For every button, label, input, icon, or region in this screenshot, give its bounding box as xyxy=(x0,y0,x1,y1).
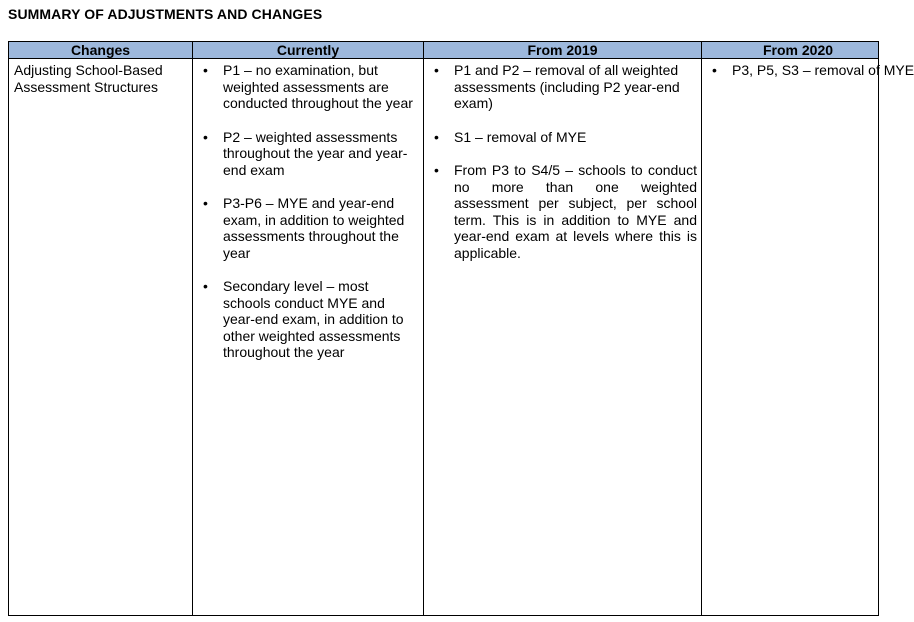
list-item: • S1 – removal of MYE xyxy=(429,129,697,146)
from-2020-cell xyxy=(702,59,914,616)
list-item: • P3, P5, S3 – removal of MYE xyxy=(707,62,874,79)
list-item: • P3-P6 – MYE and year-end exam, in addition to weighted assessments throughout the year xyxy=(198,195,419,261)
table-row xyxy=(9,59,879,616)
document-title: SUMMARY OF ADJUSTMENTS AND CHANGES xyxy=(8,6,323,22)
list-item: • P1 and P2 – removal of all weighted assessments (including P2 year-end exam) xyxy=(429,62,697,112)
header-changes: Changes xyxy=(9,42,193,59)
header-from-2019: From 2019 xyxy=(424,42,702,59)
list-item: • From P3 to S4/5 – schools to conduct no more than one weighted assessment per subject, per school term. This is in addition to MYE and year-end exam at levels where this is applicable. xyxy=(429,162,697,261)
header-currently: Currently xyxy=(193,42,424,59)
summary-table xyxy=(8,41,914,616)
from-2019-list xyxy=(429,62,697,261)
currently-list xyxy=(198,62,419,361)
from-2020-list xyxy=(707,62,914,79)
list-item: • P2 – weighted assessments throughout the year and year-end exam xyxy=(198,129,419,179)
list-item: • P1 – no examination, but weighted assessments are conducted throughout the year xyxy=(198,62,419,112)
currently-cell xyxy=(193,59,424,616)
from-2019-cell xyxy=(424,59,702,616)
table-header-row xyxy=(9,42,879,59)
header-from-2020: From 2020 xyxy=(702,42,879,59)
list-item: • Secondary level – most schools conduct MYE and year-end exam, in addition to other weighted assessments throughout the year xyxy=(198,278,419,361)
change-cell: Adjusting School-Based Assessment Structures xyxy=(9,59,193,616)
